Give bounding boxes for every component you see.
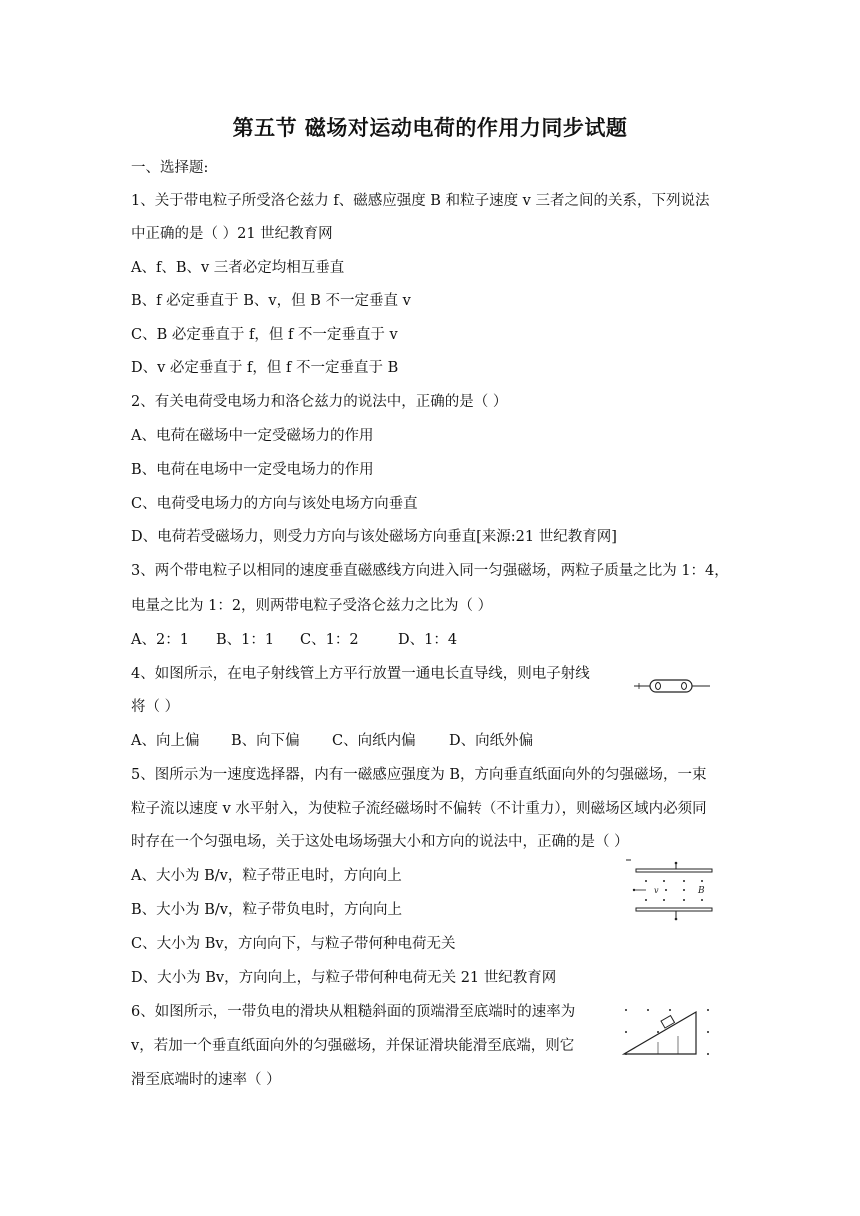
q5-stem-line2: 粒子流以速度 v 水平射入，为使粒子流经磁场时不偏转（不计重力），则磁场区域内必须同	[131, 801, 707, 817]
field-label: B	[698, 886, 705, 896]
q1-stem-line1: 1、关于带电粒子所受洛仑兹力 f、磁感应强度 B 和粒子速度 v 三者之间的关系，下列说法	[131, 193, 710, 209]
q6-stem-line3: 滑至底端时的速率（ ）	[131, 1072, 281, 1088]
velocity-label: v	[654, 886, 659, 895]
q1-stem-line2: 中正确的是（ ）21 世纪教育网	[131, 226, 333, 242]
electron-tube-figure	[632, 676, 712, 696]
q5-option-a: A、大小为 B/v，粒子带正电时，方向向上	[131, 868, 402, 884]
q2-stem: 2、有关电荷受电场力和洛仑兹力的说法中，正确的是（ ）	[131, 394, 508, 410]
q3-option-c: C、1：2	[300, 632, 359, 648]
q3-option-a: A、2：1	[131, 632, 189, 648]
q2-option-b: B、电荷在电场中一定受电场力的作用	[131, 462, 374, 478]
q4-option-c: C、向纸内偏	[332, 733, 416, 749]
q4-option-d: D、向纸外偏	[449, 733, 534, 749]
q5-option-c: C、大小为 Bv，方向向下，与粒子带何种电荷无关	[131, 936, 456, 952]
section-header: 一、选择题:	[131, 160, 209, 176]
velocity-selector-figure	[620, 855, 720, 927]
q5-stem-line1: 5、图所示为一速度选择器，内有一磁感应强度为 B，方向垂直纸面向外的匀强磁场，一束	[131, 767, 707, 783]
q3-stem-line2: 电量之比为 1：2，则两带电粒子受洛仑兹力之比为（ ）	[131, 598, 493, 614]
q5-option-b: B、大小为 B/v，粒子带负电时，方向向上	[131, 902, 402, 918]
q2-option-d: D、电荷若受磁场力，则受力方向与该处磁场方向垂直[来源:21 世纪教育网]	[131, 529, 617, 545]
page-title: 第五节 磁场对运动电荷的作用力同步试题	[232, 116, 628, 140]
q4-options	[131, 731, 533, 751]
q4-option-b: B、向下偏	[231, 733, 300, 749]
q3-option-d: D、1：4	[398, 632, 458, 648]
q3-stem-line1: 3、两个带电粒子以相同的速度垂直磁感线方向进入同一匀强磁场，两粒子质量之比为 1：4，	[131, 563, 729, 579]
q4-stem-line2: 将（ ）	[131, 699, 180, 715]
q2-option-a: A、电荷在磁场中一定受磁场力的作用	[131, 428, 374, 444]
incline-figure	[618, 1002, 718, 1064]
q3-options	[131, 630, 457, 650]
q6-stem-line2: v，若加一个垂直纸面向外的匀强磁场，并保证滑块能滑至底端，则它	[131, 1038, 575, 1054]
q4-stem-line1: 4、如图所示，在电子射线管上方平行放置一通电长直导线，则电子射线	[131, 666, 590, 682]
q1-option-c: C、B 必定垂直于 f，但 f 不一定垂直于 v	[131, 327, 398, 343]
q1-option-d: D、v 必定垂直于 f，但 f 不一定垂直于 B	[131, 360, 399, 376]
q5-stem-line3: 时存在一个匀强电场，关于这处电场场强大小和方向的说法中，正确的是（ ）	[131, 834, 629, 850]
q6-stem-line1: 6、如图所示，一带负电的滑块从粗糙斜面的顶端滑至底端时的速率为	[131, 1004, 576, 1020]
q4-option-a: A、向上偏	[131, 733, 200, 749]
q2-option-c: C、电荷受电场力的方向与该处电场方向垂直	[131, 496, 418, 512]
q1-option-b: B、f 必定垂直于 B、v，但 B 不一定垂直 v	[131, 293, 411, 309]
q1-option-a: A、f、B、v 三者必定均相互垂直	[131, 260, 345, 276]
q5-option-d: D、大小为 Bv，方向向上，与粒子带何种电荷无关 21 世纪教育网	[131, 970, 557, 986]
q3-option-b: B、1：1	[216, 632, 275, 648]
